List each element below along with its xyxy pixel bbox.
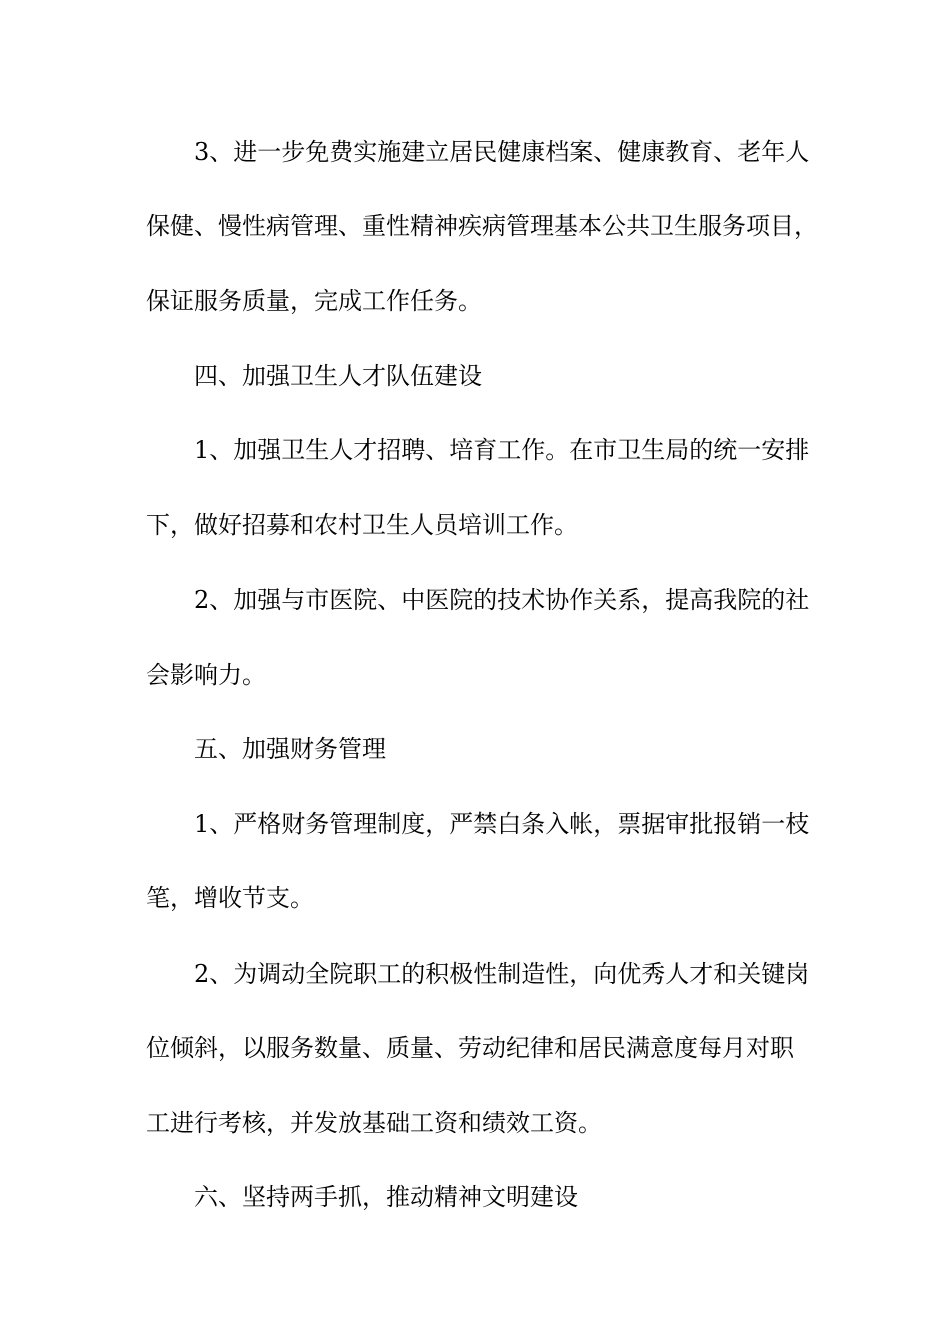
paragraph-s4-item1-line-1: 1、加强卫生人才招聘、培育工作。在市卫生局的统一安排	[194, 436, 810, 464]
paragraph-item3-line-3: 保证服务质量，完成工作任务。	[146, 287, 482, 315]
paragraph-s5-item2-line-1: 2、为调动全院职工的积极性制造性，向优秀人才和关键岗	[194, 960, 810, 988]
paragraph-s4-item2-line-2: 会影响力。	[146, 661, 266, 689]
paragraph-item3-line-1: 3、进一步免费实施建立居民健康档案、健康教育、老年人	[194, 138, 810, 166]
paragraph-s5-item1-line-1: 1、严格财务管理制度，严禁白条入帐，票据审批报销一枝	[194, 810, 810, 838]
paragraph-s5-item2-line-2: 位倾斜，以服务数量、质量、劳动纪律和居民满意度每月对职	[146, 1034, 794, 1062]
paragraph-s4-item2-line-1: 2、加强与市医院、中医院的技术协作关系，提高我院的社	[194, 586, 810, 614]
paragraph-s4-item1-line-2: 下，做好招募和农村卫生人员培训工作。	[146, 511, 578, 539]
paragraph-s5-item1-line-2: 笔，增收节支。	[146, 884, 314, 912]
paragraph-item3-line-2: 保健、慢性病管理、重性精神疾病管理基本公共卫生服务项目，	[146, 212, 818, 240]
paragraph-s5-item2-line-3: 工进行考核，并发放基础工资和绩效工资。	[146, 1109, 602, 1137]
section-heading-5: 五、加强财务管理	[194, 735, 386, 763]
section-heading-6: 六、坚持两手抓，推动精神文明建设	[194, 1183, 578, 1211]
section-heading-4: 四、加强卫生人才队伍建设	[194, 362, 482, 390]
